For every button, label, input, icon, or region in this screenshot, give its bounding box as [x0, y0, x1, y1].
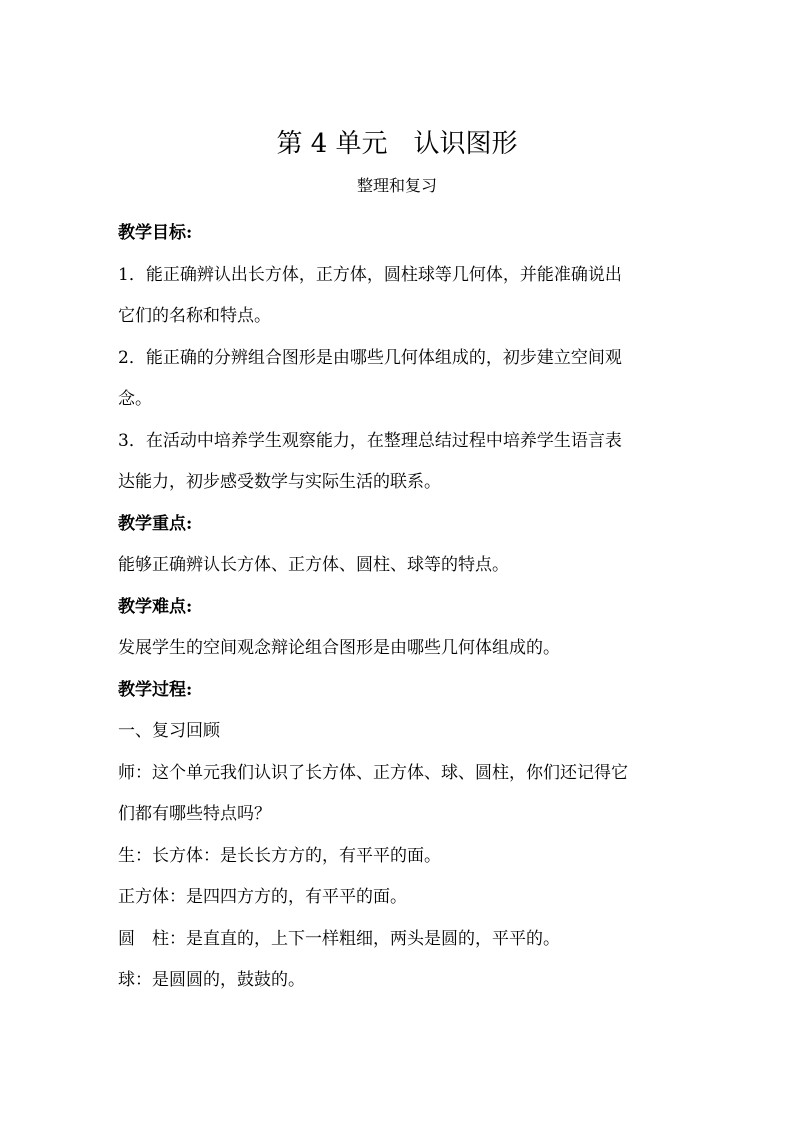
objective-1-line-2: 它们的名称和特点。	[118, 306, 271, 326]
objective-2-line-1: 2．能正确的分辨组合图形是由哪些几何体组成的，初步建立空间观	[118, 347, 622, 368]
difficulties-text: 发展学生的空间观念辩论组合图形是由哪些几何体组成的。	[118, 638, 560, 658]
teacher-question-line-1: 师：这个单元我们认识了长方体、正方体、球、圆柱，你们还记得它	[118, 762, 628, 783]
review-heading: 一、复习回顾	[118, 721, 220, 741]
page-subtitle: 整理和复习	[356, 176, 437, 195]
student-answer-cuboid: 生：长方体：是长长方方的，有平平的面。	[118, 845, 441, 866]
objectives-heading: 教学目标:	[118, 223, 193, 243]
key-points-heading: 教学重点:	[118, 513, 193, 534]
objective-3-line-1: 3．在活动中培养学生观察能力，在整理总结过程中培养学生语言表	[118, 430, 622, 451]
student-answer-cube: 正方体：是四四方方的，有平平的面。	[118, 887, 407, 907]
teacher-question-line-2: 们都有哪些特点吗？	[118, 804, 271, 824]
student-answer-cylinder: 圆 柱：是直直的，上下一样粗细，两头是圆的，平平的。	[118, 928, 560, 949]
objective-2-line-2: 念。	[118, 389, 152, 409]
student-answer-ball: 球：是圆圆的，鼓鼓的。	[118, 970, 305, 990]
objective-1-line-1: 1．能正确辨认出长方体，正方体，圆柱球等几何体，并能准确说出	[118, 264, 622, 285]
key-points-text: 能够正确辨认长方体、正方体、圆柱、球等的特点。	[118, 555, 509, 575]
objective-3-line-2: 达能力，初步感受数学与实际生活的联系。	[118, 472, 441, 492]
process-heading: 教学过程:	[118, 679, 193, 700]
page-title: 第 4 单元 认识图形	[276, 129, 518, 159]
difficulties-heading: 教学难点:	[118, 596, 193, 617]
document-body	[118, 213, 684, 1002]
